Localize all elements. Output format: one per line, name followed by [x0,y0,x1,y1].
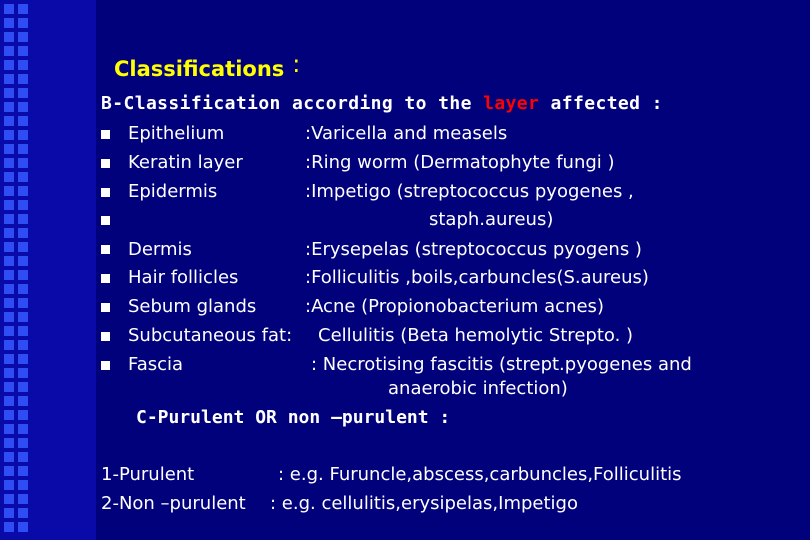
bullet-icon [101,303,110,312]
layer-label-keratin: Keratin layer [128,152,243,173]
decorative-square [4,144,14,154]
decorative-square [18,102,28,112]
purulent-label: 1-Purulent [101,464,195,485]
decorative-square [18,382,28,392]
decorative-square [18,4,28,14]
decorative-square [4,270,14,280]
layer-desc-subcutaneous: Cellulitis (Beta hemolytic Strepto. ) [318,325,634,346]
layer-desc-fascia-cont: anaerobic infection) [388,378,568,399]
bullet-icon [101,159,110,168]
decorative-square [18,46,28,56]
decorative-square [4,326,14,336]
decorative-square [4,522,14,532]
bullet-icon [101,332,110,341]
decorative-square [18,354,28,364]
decorative-square [4,186,14,196]
decorative-square [4,60,14,70]
decorative-square [18,298,28,308]
heading-highlight: layer [483,93,540,114]
decorative-square [4,214,14,224]
layer-label-hair-follicles: Hair follicles [128,267,239,288]
decorative-square [4,480,14,490]
layer-desc-hair-follicles: :Folliculitis ,boils,carbuncles(S.aureus) [305,267,649,288]
decorative-square [18,18,28,28]
layer-desc-epidermis: :Impetigo (streptococcus pyogenes , [305,181,634,202]
decorative-square [18,158,28,168]
layer-label-subcutaneous: Subcutaneous fat: [128,325,293,346]
decorative-square [18,480,28,490]
decorative-square [18,74,28,84]
decorative-square [18,228,28,238]
decorative-square [18,284,28,294]
layer-desc-epidermis-cont: staph.aureus) [429,209,554,230]
decorative-square [18,270,28,280]
decorative-square [18,452,28,462]
decorative-square [4,130,14,140]
decorative-square [4,396,14,406]
layer-label-sebum: Sebum glands [128,296,257,317]
decorative-square [4,466,14,476]
heading-suffix: affected : [550,93,663,114]
decorative-square [18,172,28,182]
bullet-icon [101,188,110,197]
decorative-square [18,116,28,126]
decorative-square [4,256,14,266]
decorative-square [18,32,28,42]
decorative-square [18,60,28,70]
layer-desc-keratin: :Ring worm (Dermatophyte fungi ) [305,152,615,173]
decorative-square [4,368,14,378]
layer-desc-epithelium: :Varicella and measels [305,123,508,144]
decorative-square [18,410,28,420]
decorative-square [18,256,28,266]
decorative-square [18,144,28,154]
title-text: Classifications [114,57,285,81]
decorative-square [18,494,28,504]
bullet-icon [101,216,110,225]
layer-desc-dermis: :Erysepelas (streptococcus pyogens ) [305,239,642,260]
decorative-square [4,284,14,294]
decorative-square [18,522,28,532]
decorative-square [4,158,14,168]
section-heading-c: C-Purulent OR non –purulent : [136,407,451,428]
layer-label-epidermis: Epidermis [128,181,218,202]
decorative-square [4,452,14,462]
decorative-square [18,214,28,224]
decorative-square [4,74,14,84]
decorative-square [4,410,14,420]
decorative-square [18,312,28,322]
decorative-square [18,130,28,140]
decorative-square [4,18,14,28]
decorative-square [18,438,28,448]
decorative-square [4,102,14,112]
decorative-square [18,508,28,518]
decorative-square [4,242,14,252]
non-purulent-label: 2-Non –purulent [101,493,246,514]
decorative-square [18,340,28,350]
decorative-square [4,508,14,518]
layer-desc-fascia: : Necrotising fascitis (strept.pyogenes and [311,354,692,375]
decorative-square [18,326,28,336]
bullet-icon [101,274,110,283]
decorative-square [4,424,14,434]
decorative-square [18,186,28,196]
decorative-square [18,396,28,406]
layer-label-dermis: Dermis [128,239,192,260]
decorative-square [4,312,14,322]
decorative-square [18,200,28,210]
decorative-square [18,466,28,476]
decorative-square [4,172,14,182]
decorative-square [18,88,28,98]
layer-label-fascia: Fascia [128,354,184,375]
decorative-square [4,88,14,98]
purulent-desc: : e.g. Furuncle,abscess,carbuncles,Folliculitis [278,464,682,485]
heading-prefix: B-Classification according to the [101,93,472,114]
decorative-square [18,242,28,252]
layer-label-epithelium: Epithelium [128,123,225,144]
decorative-square [18,424,28,434]
decorative-square [4,354,14,364]
decorative-square [4,200,14,210]
layer-desc-sebum: :Acne (Propionobacterium acnes) [305,296,604,317]
decorative-square [4,32,14,42]
slide-title [114,50,301,81]
decorative-square [4,298,14,308]
bullet-icon [101,361,110,370]
decorative-left-strip [0,0,96,540]
decorative-square [4,494,14,504]
decorative-square [4,438,14,448]
title-colon: : [292,50,301,78]
decorative-square [4,4,14,14]
bullet-icon [101,130,110,139]
decorative-square [4,46,14,56]
decorative-square [4,228,14,238]
decorative-square [4,340,14,350]
non-purulent-desc: : e.g. cellulitis,erysipelas,Impetigo [270,493,578,514]
decorative-square [4,382,14,392]
bullet-icon [101,245,110,254]
decorative-square [18,368,28,378]
decorative-square [4,116,14,126]
section-heading-b [101,95,663,113]
